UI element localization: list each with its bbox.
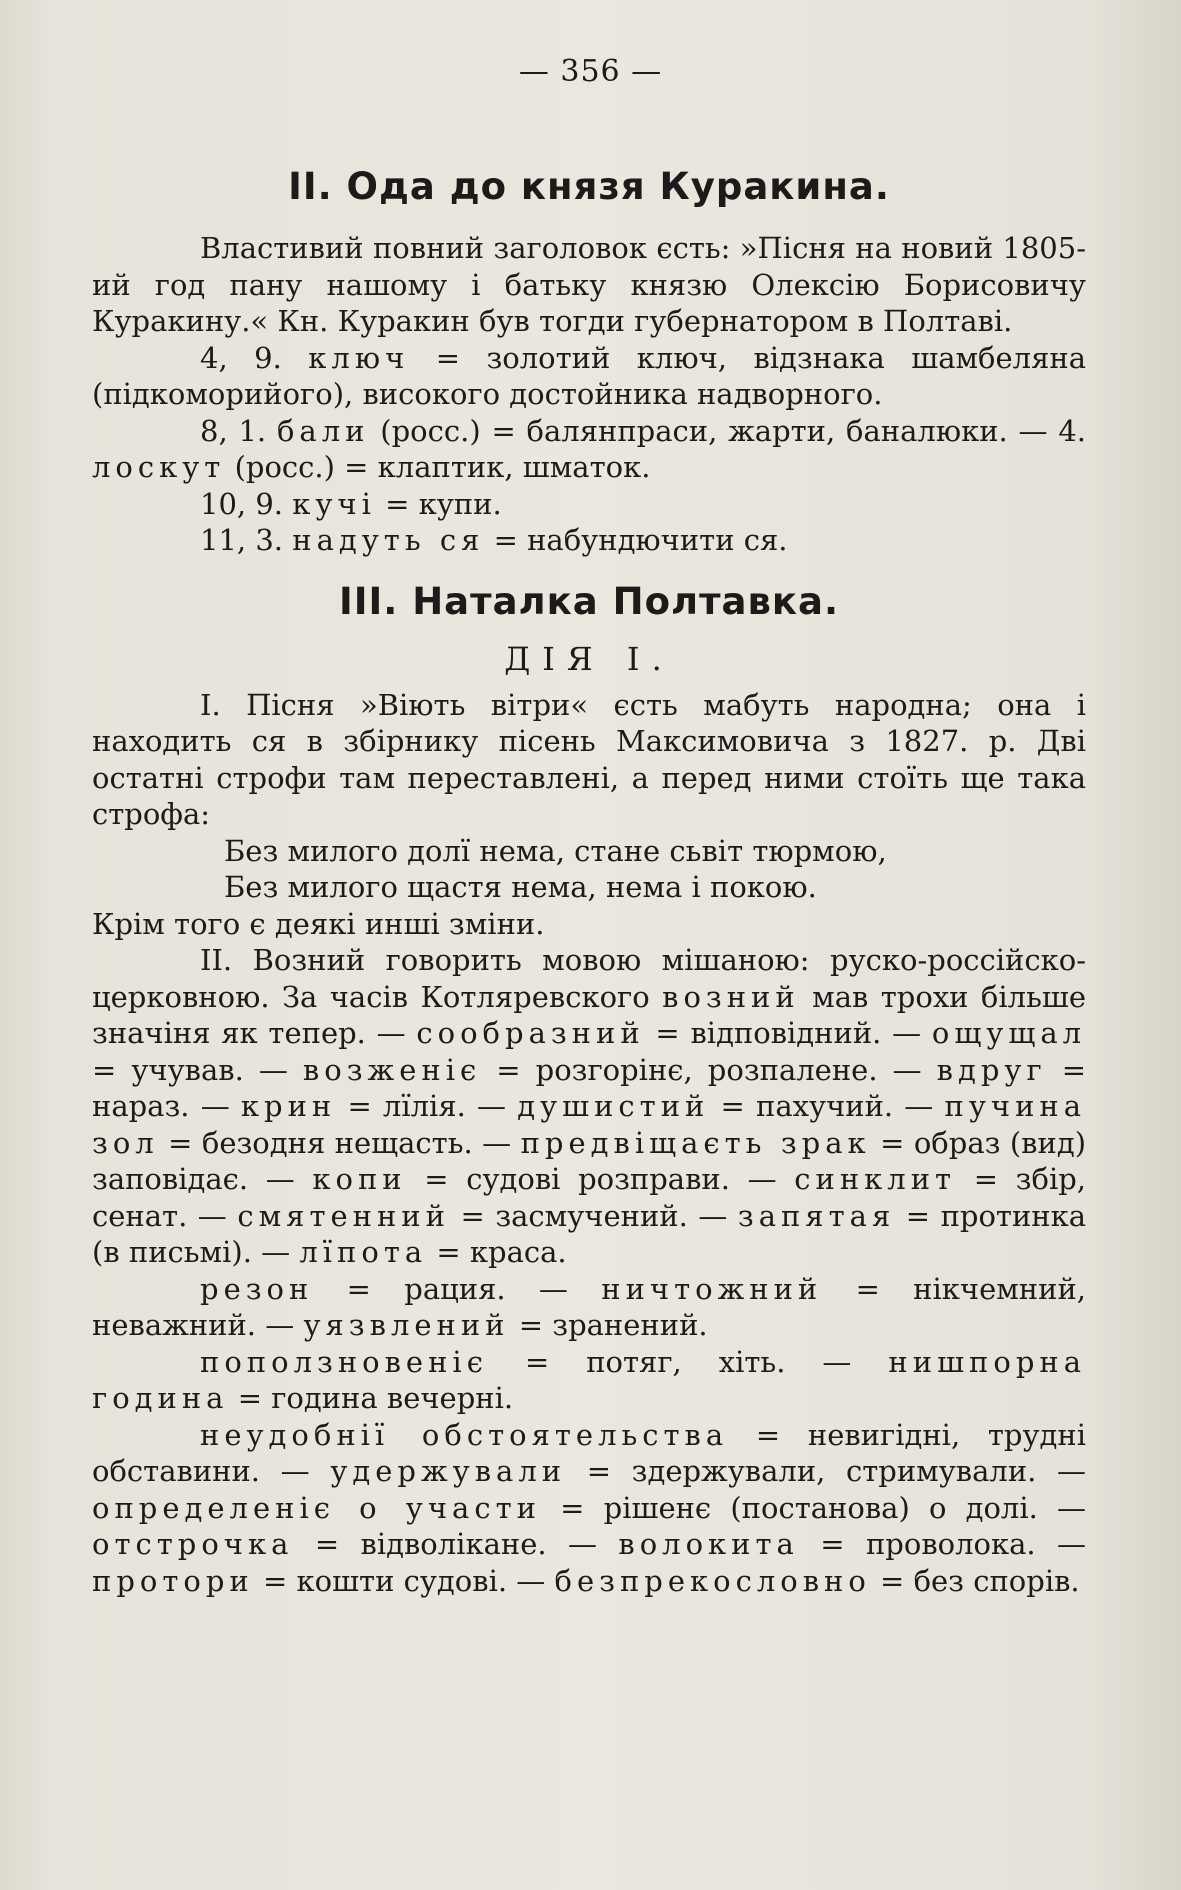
term: возженіє bbox=[302, 1052, 482, 1087]
text: = здержували, стримували. — bbox=[586, 1454, 1087, 1488]
note-def: = золотий ключ, відзнака шамбеляна (підкоморийого), високого достойника надворного. bbox=[92, 340, 1086, 411]
section-3-para-1: I. Пісня »Віють вітри« єсть мабуть народна; она і находить ся в збірнику пісень Максимовича з 1827. р. Дві остатні строфи там переставлені, а перед ними стоїть ще така строфа: bbox=[92, 687, 1086, 831]
section-3-title: III. Наталка Полтавка. bbox=[338, 579, 840, 623]
text: мав трохи більше значіня як тепер. — bbox=[92, 979, 1087, 1050]
term: резон bbox=[200, 1271, 314, 1306]
text: = учував. — bbox=[92, 1052, 288, 1087]
term: протори bbox=[92, 1563, 254, 1598]
note-term: лоскут bbox=[92, 450, 226, 484]
term: сообразний bbox=[416, 1016, 645, 1050]
text: = потяг, хіть. — bbox=[524, 1344, 852, 1379]
text: = лїлія. — bbox=[347, 1089, 507, 1123]
text: = відповідний. — bbox=[655, 1016, 922, 1050]
note-ref: 11, 3. bbox=[200, 523, 284, 557]
term: волокита bbox=[618, 1527, 799, 1561]
term: предвіщаєть зрак bbox=[520, 1125, 871, 1160]
note-ref: 4, 9. bbox=[200, 340, 282, 375]
page-number: — 356 — bbox=[518, 54, 663, 89]
term: нишпорна година bbox=[92, 1344, 1087, 1415]
term: запятая bbox=[737, 1198, 896, 1233]
text: = рация. — bbox=[346, 1271, 568, 1306]
note-ref: 10, 9. bbox=[200, 486, 284, 521]
spacer bbox=[92, 559, 1086, 573]
text: II. Возний говорить мовою мішаною: руско-россійско-церковною. За часів Котляревского bbox=[92, 943, 1086, 1014]
term: смятенний bbox=[237, 1198, 450, 1233]
section-3-para-2: Крім того є деякі инші зміни. bbox=[92, 906, 545, 941]
term: уязвлений bbox=[303, 1308, 510, 1342]
term: возний bbox=[662, 979, 800, 1014]
section-3-para-5 bbox=[92, 1344, 1086, 1417]
term: вдруг bbox=[936, 1052, 1047, 1087]
note-ref: 4. bbox=[1058, 413, 1087, 448]
verse-line-1: Без милого долї нема, стане сьвіт тюрмою, bbox=[224, 833, 887, 868]
section-2-intro: Властивий повний заголовок єсть: »Пісня на новий 1805-ий год пану нашому і батьку князю Олексію Борисовичу Куракину.« Кн. Куракин був тогди губернатором в Полтаві. bbox=[92, 231, 1086, 338]
note-4-9 bbox=[92, 340, 1086, 413]
text: = нікчемний, неважний. — bbox=[92, 1271, 1086, 1342]
text: = проволока. — bbox=[820, 1527, 1087, 1561]
term: отстрочка bbox=[92, 1527, 294, 1561]
verse-line-2: Без милого щастя нема, нема і покою. bbox=[224, 870, 817, 904]
text: = збір, сенат. — bbox=[92, 1162, 1087, 1233]
term: ощущал bbox=[931, 1016, 1087, 1050]
spacer bbox=[92, 216, 1086, 230]
note-10-9 bbox=[92, 486, 1086, 523]
text: = протинка (в письмі). — bbox=[92, 1198, 1087, 1269]
text: = година вечерні. bbox=[237, 1381, 514, 1415]
text: = нараз. — bbox=[92, 1052, 1087, 1123]
term: крин bbox=[240, 1089, 337, 1123]
term: определеніє о участи bbox=[92, 1490, 541, 1525]
section-2-title: II. Ода до князя Куракина. bbox=[288, 165, 890, 208]
term: лїпота bbox=[299, 1235, 428, 1269]
note-term: кучі bbox=[292, 486, 376, 521]
note-def: = купи. bbox=[385, 486, 502, 521]
page-content bbox=[92, 158, 1086, 1599]
text: = пахучий. — bbox=[720, 1089, 934, 1123]
text: = рішенє (постанова) о долі. — bbox=[560, 1490, 1087, 1525]
text: = зранений. bbox=[518, 1308, 708, 1342]
section-3-para-6 bbox=[92, 1417, 1086, 1600]
term: поползновеніє bbox=[200, 1344, 488, 1379]
term: безпрекословно bbox=[554, 1563, 871, 1598]
note-def: (росс.) = балянпраси, жарти, баналюки. — bbox=[380, 413, 1048, 448]
text: = розгорінє, розпалене. — bbox=[496, 1052, 922, 1087]
note-ref: 8, 1. bbox=[200, 413, 267, 448]
text: = безодня нещасть. — bbox=[168, 1125, 512, 1160]
text: = без спорів. bbox=[880, 1563, 1080, 1598]
note-term: ключ bbox=[308, 340, 410, 375]
note-def: = набундючити ся. bbox=[493, 523, 788, 557]
note-8-1 bbox=[92, 413, 1086, 486]
term: пучина зол bbox=[92, 1089, 1087, 1160]
text: = засмучений. — bbox=[460, 1198, 728, 1233]
note-term: надуть ся bbox=[292, 523, 485, 557]
section-3-para-3 bbox=[92, 942, 1086, 1271]
text: = краса. bbox=[436, 1235, 567, 1269]
text: = судові розправи. — bbox=[424, 1162, 777, 1196]
term: копи bbox=[312, 1162, 407, 1196]
text: = кошти судові. — bbox=[262, 1563, 546, 1598]
text: = відволікане. — bbox=[314, 1527, 597, 1561]
note-term: бали bbox=[276, 413, 370, 448]
text: = образ (вид) заповідає. — bbox=[92, 1125, 1087, 1196]
term: синклит bbox=[794, 1162, 957, 1196]
act-heading: ДІЯ І. bbox=[504, 639, 674, 678]
term: удержували bbox=[330, 1454, 567, 1488]
section-3-para-4 bbox=[92, 1271, 1086, 1344]
term: неудобнії обстоятельства bbox=[200, 1417, 729, 1452]
term: душистий bbox=[517, 1089, 710, 1123]
note-def: (росс.) = клаптик, шматок. bbox=[234, 450, 651, 484]
term: ничтожний bbox=[601, 1271, 823, 1306]
note-11-3 bbox=[92, 522, 1086, 559]
text: = невигідні, трудні обставини. — bbox=[92, 1417, 1087, 1488]
